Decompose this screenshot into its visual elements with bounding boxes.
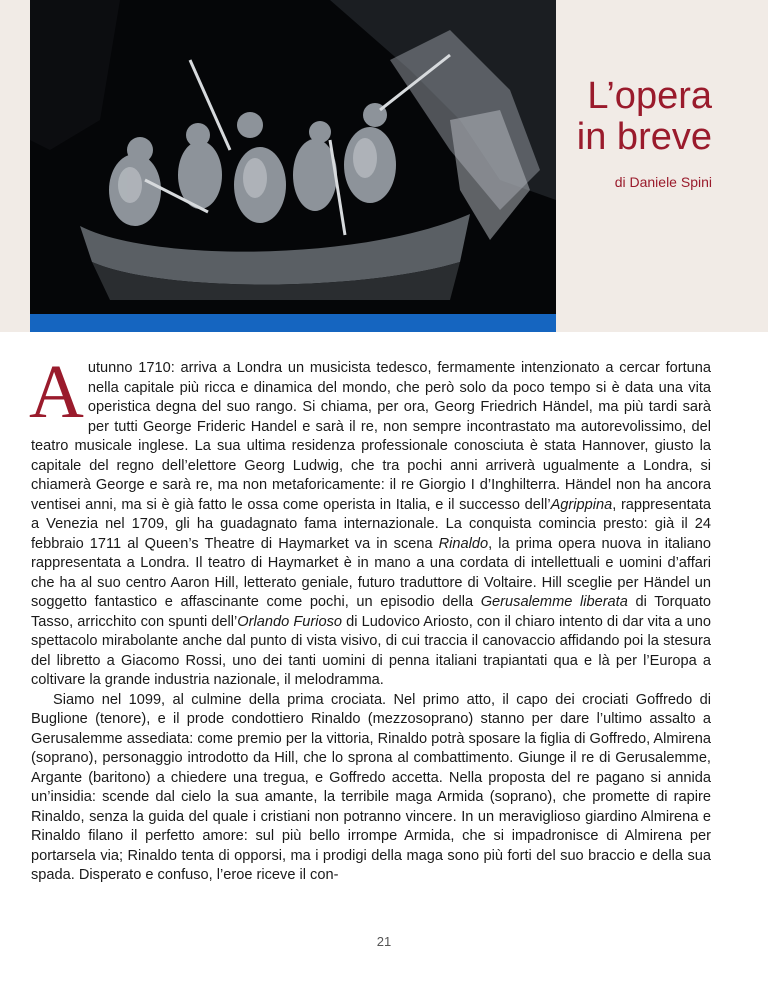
paragraph-1 — [29, 350, 712, 691]
page-title-line2: in breve — [576, 116, 712, 158]
text-run: , la prima opera nuova in italiano rappresentata a Londra. Il teatro di Haymarket è in mano a una cordata di intellettuali e uomini d’affari che ha al suo centro Aaron Hill, letterato geniale, futuro traduttore di Voltaire. Hill sceglie per Händel un soggetto fantastico e affascinante come pochi, un episodio della — [31, 535, 711, 610]
work-title-rinaldo: Rinaldo — [438, 535, 489, 552]
title-block — [577, 76, 712, 190]
text-run: di Ludovico Ariosto, con il chiaro intento di dar vita a uno spettacolo mirabolante anche dal punto di vista visivo, di cui traccia il canovaccio affidando poi la stesura del libretto a Giacomo Rossi, uno dei tanti uomini di penna italiani trapiantati qua e là per l’Europa a coltivare la grande industria nazionale, il melodramma. — [31, 613, 712, 688]
work-title-agrippina: Agrippina — [550, 496, 613, 513]
opera-stage-photo — [30, 0, 556, 332]
drop-cap: A — [29, 350, 84, 434]
text-run: utunno 1710: arriva a Londra un musicista tedesco, fermamente intenzionato a cercar fortuna nella capitale più ricca e dinamica del mondo, che però solo da poco tempo si è data una vita operistica degna del suo rango. Si chiama, per ora, Georg Friedrich Händel, ma più tardi sarà per tutti George Frideric Handel e sarà il re, non sempre incontrastato ma autorevolissimo, del teatro musicale inglese. La sua ultima residenza professionale conosciuta è stata Hannover, giusto la capitale del regno dell’elettore Georg Ludwig, che tra pochi anni arriverà ugualmente a Londra, si chiamerà George e sarà re, ma non metaforicamente: il re Giorgio I d’Inghilterra. Händel non ha ancora ventisei anni, ma si è già fatto le ossa come operista in Italia, e il successo dell’ — [31, 360, 711, 513]
work-title-orlando: Orlando Furioso — [237, 613, 342, 630]
paragraph-2: Siamo nel 1099, al culmine della prima crociata. Nel primo atto, il capo dei crociati Goffredo di Buglione (tenore), e il prode condottiero Rinaldo (mezzosoprano) stanno per dare l’ultimo assalto a Gerusalemme assediata: come premio per la vittoria, Rinaldo potrà sposare la figlia di Goffredo, Almirena (soprano), personaggio introdotto da Hill, che lo sprona al combattimento. Giunge il re di Gerusalemme, Argante (baritono) a chiedere una tregua, e Goffredo accetta. Nella proposta del re pagano si annida un’insidia: scende dal cielo la sua amante, la terribile maga Armida (soprano), che promette di rapire Rinaldo, senza la guida del quale i cristiani non potranno vincere. In un meraviglioso giardino Almirena e Rinaldo filano il perfetto amore: sul più bello irrompe Armida, che si impadronisce di Almirena per portarsela via; Rinaldo tenta di opporsi, ma i prodigi della maga sono più forti del suo braccio e della sua spada. Disperato e confuso, l’eroe riceve il con- — [31, 691, 711, 883]
text-run: , rappresentata a Venezia nel 1709, gli ha guadagnato fama internazionale. La conquista comincia presto: già il 24 febbraio 1711 al Queen’s Theatre di Haymarket va in scena — [31, 496, 711, 552]
work-title-gerusalemme: Gerusalemme liberata — [480, 594, 628, 610]
article-body — [29, 350, 712, 886]
text-run: di Torquato Tasso, arricchito con spunti dell’ — [31, 594, 711, 630]
page-number: 21 — [376, 934, 392, 949]
author-byline: di Daniele Spini — [614, 174, 712, 190]
page-title-line1: L’opera — [587, 75, 712, 117]
